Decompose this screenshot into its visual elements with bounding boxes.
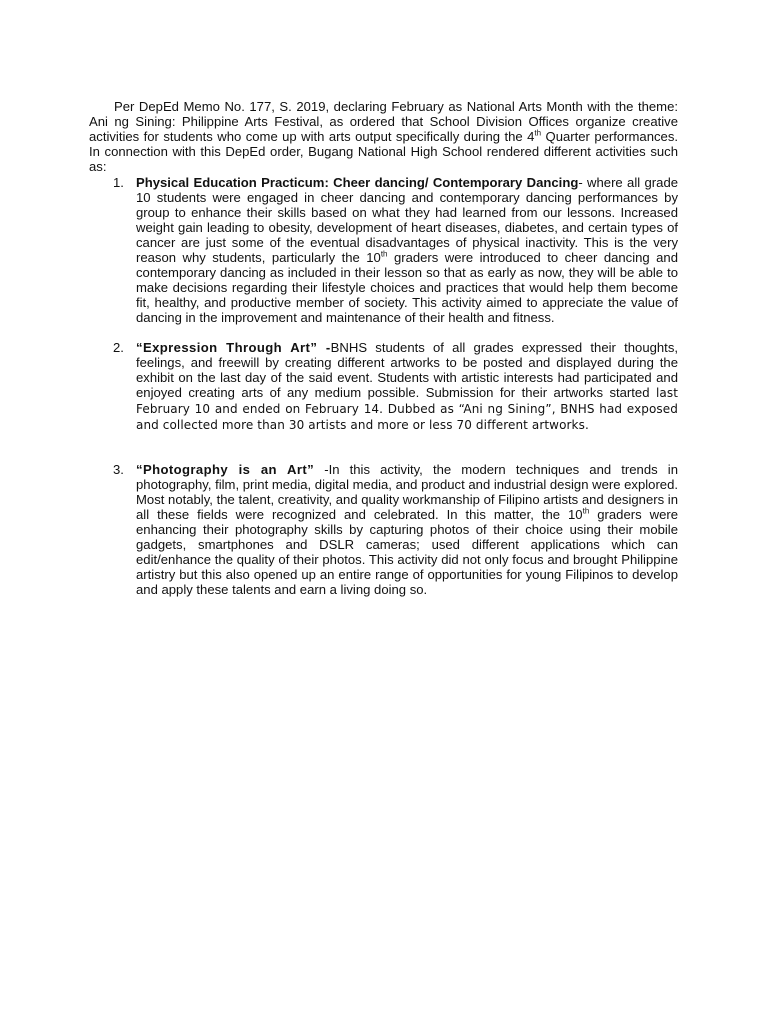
activity-1-text-part2: graders were introduced to cheer dancing and contemporary dancing as included in their lesson so that as early as now, they will be able to make decisions regarding their lifestyle choices and practices that would help them become fit, healthy, and productive member of society. This activity aimed to appreciate the value of dancing in the improvement and maintenance of their health and fitness. (136, 250, 678, 325)
activity-2-text-part1: BNHS students of all grades expressed their thoughts, feelings, and freewill by creating different artworks to be posted and displayed during the exhibit on the last day of the said event. Students with artistic interests had participated and enjoyed creating arts of any medium possible. Submission for their artworks started (136, 340, 679, 400)
activity-3-title: “Photography is an Art” (136, 462, 315, 477)
intro-text-part1: Per DepEd Memo No. 177, S. 2019, declaring February as National Arts Month with the theme: Ani ng Sining: Philippine Arts Festival, as ordered that School Division Offices organize creative activities for students who come up with arts output specifically during the 4 (89, 99, 678, 144)
activity-2-title: “Expression Through Art” - (136, 340, 331, 355)
activity-3-text-part1: -In this activity, the modern techniques and trends in photography, film, print media, digital media, and product and industrial design were explored. Most notably, the talent, creativity, and quality workmanship of Filipino artists and designers in all these fields were recognized and celebrated. In this matter, the 10 (136, 462, 679, 522)
activity-1-text-part1: - where all grade 10 students were engaged in cheer dancing and contemporary dancing performances by group to enhance their skills based on what they had learned from our lessons. Increased weight gain leading to obesity, development of heart diseases, diabetes, and certain types of cancer are just some of the eventual disadvantages of physical inactivity. This is the very reason why students, particularly the 10 (136, 175, 679, 265)
intro-superscript: th (534, 128, 542, 138)
activities-list (89, 175, 678, 597)
activity-2-number: 2. (113, 340, 124, 355)
activity-3-number: 3. (113, 462, 124, 477)
activity-3-text-part2: graders were enhancing their photography skills by capturing photos of their choice using their mobile gadgets, smartphones and DSLR cameras; used different applications which can edit/enhance the quality of their photos. This activity did not only focus and brought Philippine artistry but this also opened up an entire range of opportunities for young Filipinos to develop and apply these talents and earn a living doing so. (136, 507, 678, 597)
activity-item-2 (89, 340, 678, 433)
intro-paragraph (89, 99, 678, 174)
activity-1-number: 1. (113, 175, 124, 190)
document-page (89, 99, 678, 597)
activity-1-title: Physical Education Practicum: Cheer dancing/ Contemporary Dancing (136, 175, 579, 190)
activity-item-1 (89, 175, 678, 325)
activity-2-text-part2: last February 10 and ended on February 14. Dubbed as “Ani ng Sining”, BNHS had exposed and collected more than 30 artists and more or less 70 different artworks. (136, 386, 678, 432)
activity-1-superscript: th (380, 249, 388, 259)
activity-item-3 (89, 462, 678, 597)
activity-3-superscript: th (582, 506, 590, 516)
intro-text-part2: Quarter performances. In connection with this DepEd order, Bugang National High School rendered different activities such as: (89, 129, 679, 174)
